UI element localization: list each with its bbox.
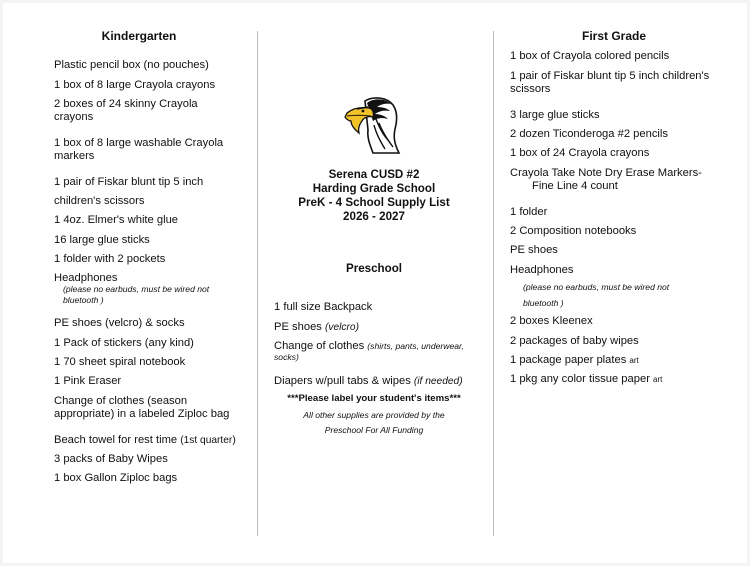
list-item [510, 353, 639, 368]
first-grade-heading: First Grade [581, 29, 647, 43]
list-item: 1 pair of Fiskar blunt tip 5 inch [54, 176, 204, 188]
pe-shoes-label: PE shoes [274, 321, 322, 333]
list-item: 1 Pack of stickers (any kind) [54, 337, 194, 349]
list-item: appropriate) in a labeled Ziploc bag [54, 408, 230, 420]
document-title: PreK - 4 School Supply List [298, 196, 450, 209]
list-item: PE shoes (velcro) & socks [54, 317, 185, 329]
preschool-heading: Preschool [345, 262, 403, 275]
headphones-note: (please no earbuds, must be wired not [523, 282, 670, 292]
column-divider [257, 31, 258, 536]
eagle-head-icon [343, 95, 401, 155]
list-item: 3 large glue sticks [510, 109, 600, 121]
list-item: 1 box of 24 Crayola crayons [510, 147, 650, 159]
beach-towel-note: (1st quarter) [180, 435, 236, 446]
clothes-note: (shirts, pants, underwear, [367, 341, 464, 351]
list-item: 1 box of Crayola colored pencils [510, 50, 670, 62]
beach-towel-label: Beach towel for rest time [54, 434, 178, 446]
headphones-note: (please no earbuds, must be wired not [63, 284, 210, 294]
list-item: Fine Line 4 count [532, 180, 618, 192]
art-tag: art [653, 375, 663, 384]
list-item [274, 374, 463, 389]
list-item: 3 packs of Baby Wipes [54, 453, 168, 465]
list-item: 2 dozen Ticonderoga #2 pencils [510, 128, 668, 140]
list-item [54, 433, 236, 448]
list-item: Headphones [510, 264, 574, 276]
list-item [274, 339, 464, 353]
list-item: crayons [54, 111, 94, 123]
school-name: Serena CUSD #2 [328, 168, 420, 181]
clothes-note: socks) [274, 352, 299, 362]
list-item [510, 372, 662, 387]
list-item: Headphones [54, 272, 118, 284]
headphones-note: bluetooth ) [63, 295, 104, 305]
supply-list-page [3, 3, 747, 563]
list-item: 2 boxes Kleenex [510, 315, 593, 327]
kindergarten-heading: Kindergarten [101, 29, 177, 43]
art-tag: art [629, 356, 639, 365]
list-item: PE shoes [510, 244, 558, 256]
list-item: 1 pair of Fiskar blunt tip 5 inch children's [510, 70, 710, 82]
diapers-note: (if needed) [413, 376, 463, 387]
list-item: 1 box of 8 large washable Crayola [54, 137, 224, 149]
list-item: 16 large glue sticks [54, 234, 150, 246]
pe-shoes-note: (velcro) [325, 322, 359, 333]
list-item: 2 packages of baby wipes [510, 335, 639, 347]
column-divider [493, 31, 494, 536]
list-item: 1 box Gallon Ziploc bags [54, 472, 178, 484]
list-item [274, 320, 359, 335]
list-item: children's scissors [54, 195, 145, 207]
list-item: 1 4oz. Elmer's white glue [54, 214, 179, 226]
diapers-label: Diapers w/pull tabs & wipes [274, 375, 411, 387]
list-item: 1 full size Backpack [274, 301, 373, 313]
list-item: Plastic pencil box (no pouches) [54, 59, 209, 71]
funding-note: All other supplies are provided by the [303, 410, 445, 420]
clothes-label: Change of clothes [274, 340, 365, 352]
list-item: 1 folder [510, 206, 548, 218]
school-name: Harding Grade School [312, 182, 436, 195]
paper-plates-label: 1 package paper plates [510, 354, 627, 366]
school-year: 2026 - 2027 [343, 210, 405, 223]
list-item: scissors [510, 83, 551, 95]
list-item: 1 folder with 2 pockets [54, 253, 166, 265]
list-item: markers [54, 150, 95, 162]
headphones-note: bluetooth ) [523, 298, 564, 308]
tissue-paper-label: 1 pkg any color tissue paper [510, 373, 650, 385]
list-item: 1 box of 8 large Crayola crayons [54, 79, 216, 91]
label-notice: ***Please label your student's items*** [287, 393, 461, 404]
funding-note: Preschool For All Funding [324, 425, 424, 435]
list-item: 1 Pink Eraser [54, 375, 122, 387]
list-item: Change of clothes (season [54, 395, 188, 407]
list-item: 1 70 sheet spiral notebook [54, 356, 186, 368]
list-item: 2 Composition notebooks [510, 225, 637, 237]
list-item: 2 boxes of 24 skinny Crayola [54, 98, 198, 110]
list-item: Crayola Take Note Dry Erase Markers- [510, 167, 702, 179]
